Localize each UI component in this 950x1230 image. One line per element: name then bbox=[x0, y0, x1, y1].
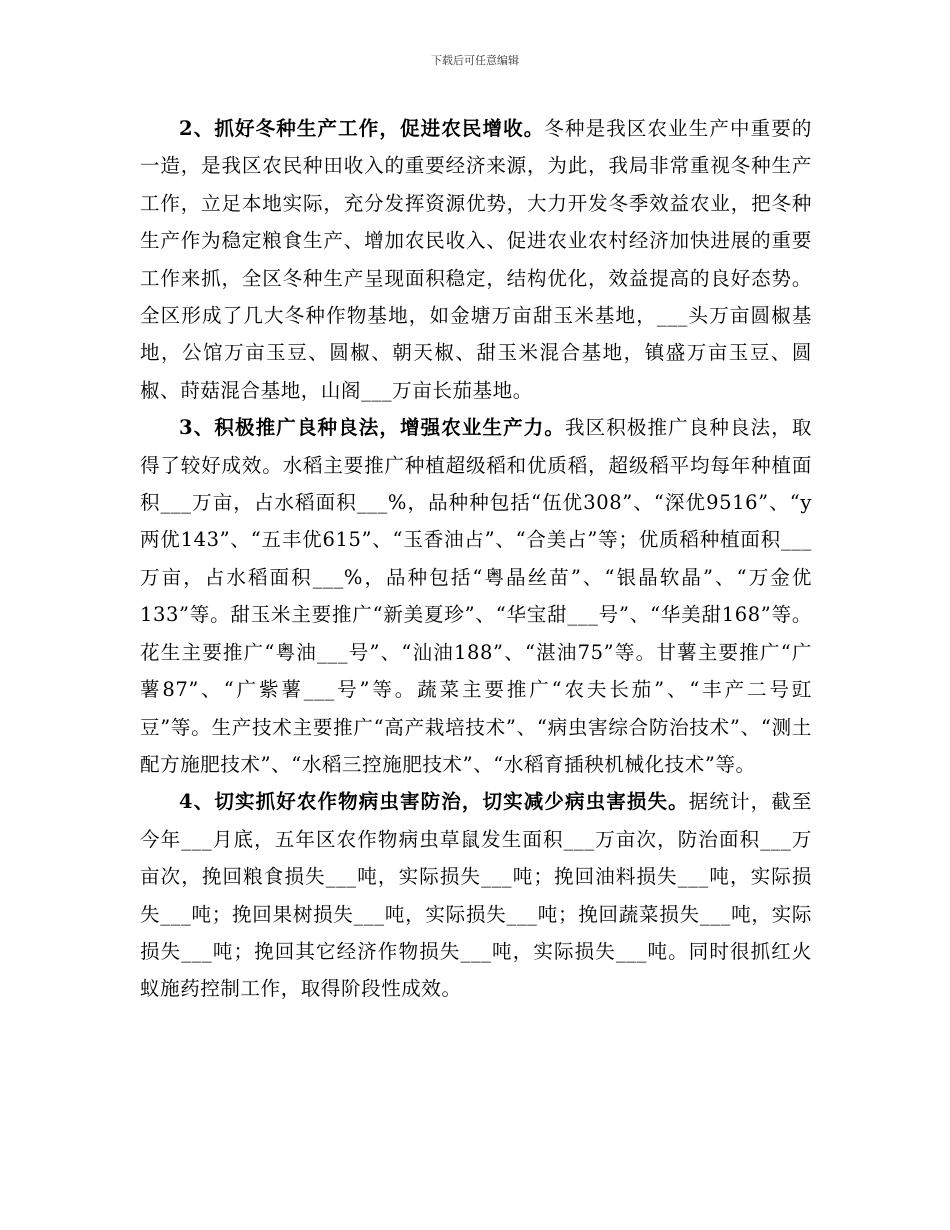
paragraph-text: 我区积极推广良种良法，取得了较好成效。水稻主要推广种植超级稻和优质稻，超级稻平均每年种植面积___万亩，占水稻面积___%，品种种包括“伍优308”、“深优9516”、“y两优143”、“五丰优615”、“玉香油占”、“合美占”等；优质稻种植面积___万亩，占水稻面积___%，品种包括“粤晶丝苗”、“银晶软晶”、“万金优133”等。甜玉米主要推广“新美夏珍”、“华宝甜___号”、“华美甜168”等。花生主要推广“粤油___号”、“汕油188”、“湛油75”等。甘薯主要推广“广薯87”、“广紫薯___号”等。蔬菜主要推广“农夫长茄”、“丰产二号豇豆”等。生产技术主要推广“高产栽培技术”、“病虫害综合防治技术”、“测土配方施肥技术”、“水稻三控施肥技术”、“水稻育插秧机械化技术”等。 bbox=[140, 416, 813, 776]
paragraph-improved-varieties bbox=[140, 409, 812, 783]
paragraph-pest-control bbox=[140, 783, 812, 1007]
paragraph-heading: 4、切实抓好农作物病虫害防治，切实减少病虫害损失。 bbox=[179, 790, 689, 814]
paragraph-heading: 3、积极推广良种良法，增强农业生产力。 bbox=[179, 416, 565, 440]
document-body bbox=[140, 110, 812, 1008]
paragraph-heading: 2、抓好冬种生产工作，促进农民增收。 bbox=[179, 117, 545, 140]
page-header: 下载后可任意编辑 bbox=[431, 54, 519, 67]
paragraph-text: 冬种是我区农业生产中重要的一造，是我区农民种田收入的重要经济来源，为此，我局非常重视冬种生产工作，立足本地实际，充分发挥资源优势，大力开发冬季效益农业，把冬种生产作为稳定粮食生产、增加农民收入、促进农业农村经济加快进展的重要工作来抓，全区冬种生产呈现面积稳定，结构优化，效益提高的良好态势。全区形成了几大冬种作物基地，如金塘万亩甜玉米基地，___头万亩圆椒基地，公馆万亩玉豆、圆椒、朝天椒、甜玉米混合基地，镇盛万亩玉豆、圆椒、莳菇混合基地，山阁___万亩长茄基地。 bbox=[140, 117, 812, 402]
paragraph-winter-planting bbox=[140, 110, 812, 409]
paragraph-text: 据统计，截至今年___月底，五年区农作物病虫草鼠发生面积___万亩次，防治面积___万亩次，挽回粮食损失___吨，实际损失___吨；挽回油料损失___吨，实际损失___吨；挽回果树损失___吨，实际损失___吨；挽回蔬菜损失___吨，实际损失___吨；挽回其它经济作物损失___吨，实际损失___吨。同时很抓红火蚁施药控制工作，取得阶段性成效。 bbox=[140, 790, 812, 1001]
